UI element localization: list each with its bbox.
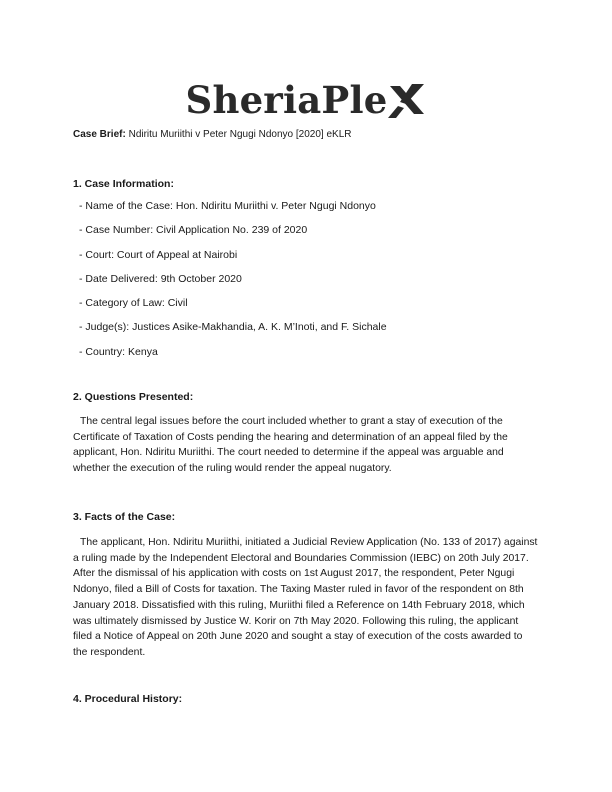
case-brief-label: Case Brief:: [73, 129, 126, 140]
section-title-procedural-history: 4. Procedural History:: [73, 693, 183, 705]
section-title-facts-of-the-case: 3. Facts of the Case:: [73, 511, 176, 523]
section-title-questions-presented: 2. Questions Presented:: [73, 391, 194, 403]
case-information-list: [79, 199, 387, 369]
facts-of-the-case-paragraph: The applicant, Hon. Ndiritu Muriithi, initiated a Judicial Review Application (No. 133 of 2017) against a ruling made by the Independent Electoral and Boundaries Commission (IEBC) on 20th July 2017. After the dismissal of his application with costs on 1st August 2017, the respondent, Peter Ngugi Ndonyo, filed a Bill of Costs for taxation. The Taxing Master ruled in favor of the respondent on 8th January 2018. Dissatisfied with this ruling, Muriithi filed a Reference on 14th February 2018, which was ultimately dismissed by Justice W. Korir on 7th May 2020. Following this ruling, the applicant filed a Notice of Appeal on 20th June 2020 and sought a stay of execution of the costs awarded to the respondent.: [73, 537, 538, 658]
case-brief-title: Ndiritu Muriithi v Peter Ngugi Ndonyo [2020] eKLR: [128, 129, 352, 140]
list-item: - Court: Court of Appeal at Nairobi: [79, 248, 238, 261]
sheriaplex-logo: [0, 76, 612, 124]
list-item: - Case Number: Civil Application No. 239 of 2020: [79, 224, 308, 237]
logo-wordmark: SheriaPle: [185, 78, 388, 122]
list-item: - Category of Law: Civil: [79, 297, 188, 310]
x-mark-icon: [388, 80, 426, 120]
list-item: - Judge(s): Justices Asike-Makhandia, A. K. M’Inoti, and F. Sichale: [79, 321, 387, 334]
list-item: - Country: Kenya: [79, 345, 158, 358]
section-title-case-information: 1. Case Information:: [73, 178, 174, 190]
list-item: - Date Delivered: 9th October 2020: [79, 272, 242, 285]
questions-presented-paragraph: The central legal issues before the court included whether to grant a stay of execution of the Certificate of Taxation of Costs pending the hearing and determination of an appeal filed by the applicant, Hon. Ndiritu Muriithi. The court needed to determine if the appeal was arguable and whether the execution of the ruling would render the appeal nugatory.: [73, 416, 508, 475]
case-brief-line: [73, 128, 351, 142]
list-item: - Name of the Case: Hon. Ndiritu Muriithi v. Peter Ngugi Ndonyo: [79, 200, 376, 212]
